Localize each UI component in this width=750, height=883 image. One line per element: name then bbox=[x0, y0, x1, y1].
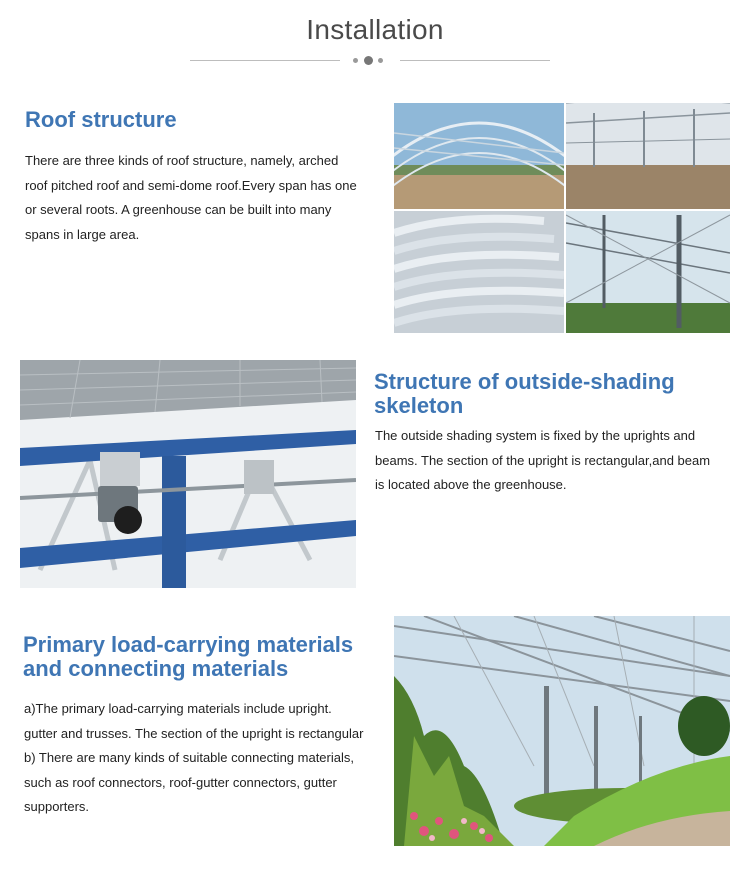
body-line: spans in large area. bbox=[25, 226, 140, 242]
body-line: supporters. bbox=[24, 799, 90, 814]
section-heading-load-carrying bbox=[23, 633, 353, 681]
page-title: Installation bbox=[306, 14, 444, 45]
arched-greenhouse-photo bbox=[394, 103, 574, 209]
body-line: is located above the greenhouse. bbox=[375, 477, 567, 492]
divider-dot bbox=[378, 58, 383, 63]
title-divider-left bbox=[190, 60, 340, 61]
roof-structure-photo-collage bbox=[394, 103, 730, 333]
body-line: gutter and trusses. The section of the upright is rectangular bbox=[24, 725, 364, 741]
section-body-load-carrying bbox=[24, 697, 392, 820]
body-line: There are three kinds of roof structure, namely, arched bbox=[25, 153, 339, 168]
divider-dot-center bbox=[364, 56, 373, 65]
steel-pipes-photo bbox=[394, 211, 564, 333]
section-body-outside-shading bbox=[375, 424, 740, 498]
section-body-roof-structure bbox=[25, 149, 370, 247]
heading-line: Structure of outside-shading bbox=[374, 369, 675, 394]
body-line: such as roof connectors, roof-gutter connectors, gutter bbox=[24, 774, 337, 790]
body-line: a)The primary load-carrying materials include upright. bbox=[24, 701, 332, 716]
body-line: or several roots. A greenhouse can be built into many bbox=[25, 202, 332, 217]
greenhouse-interior-photo bbox=[566, 103, 730, 209]
section-heading-outside-shading bbox=[374, 370, 675, 418]
divider-dot bbox=[353, 58, 358, 63]
heading-line: Primary load-carrying materials bbox=[23, 632, 354, 657]
greenhouse-garden-photo bbox=[394, 616, 730, 846]
glass-greenhouse-photo bbox=[566, 211, 730, 333]
title-divider-right bbox=[400, 60, 550, 61]
heading-line: and connecting materials bbox=[23, 656, 289, 681]
body-line: beams. The section of the upright is rectangular,and beam bbox=[375, 452, 711, 468]
section-heading-roof-structure: Roof structure bbox=[25, 107, 177, 132]
heading-line: skeleton bbox=[374, 393, 464, 418]
shading-skeleton-photo bbox=[20, 360, 356, 588]
body-line: b) There are many kinds of suitable connecting materials, bbox=[24, 750, 354, 765]
body-line: The outside shading system is fixed by the uprights and bbox=[375, 428, 696, 443]
body-line: roof pitched roof and semi-dome roof.Every span has one bbox=[25, 177, 357, 193]
